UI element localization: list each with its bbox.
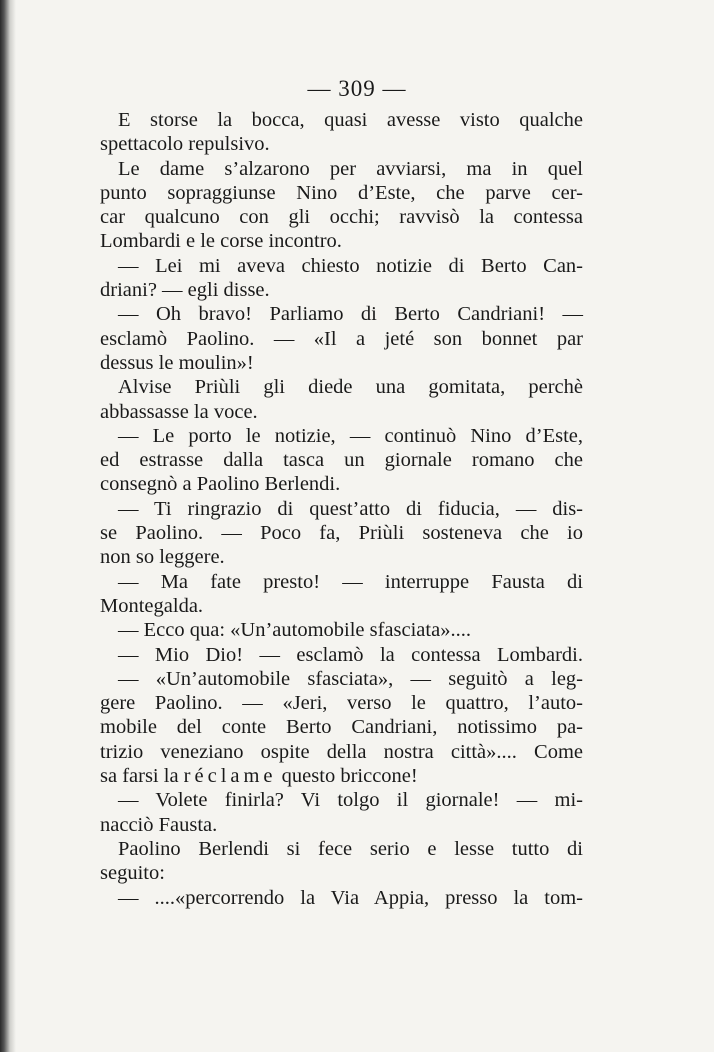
text-line: dessus le moulin»! — [100, 351, 254, 374]
text-line: Montegalda. — [100, 594, 204, 617]
text-line: — Ma fate presto! — interruppe Fausta di — [118, 570, 583, 593]
text-line: se Paolino. — Poco fa, Priùli sosteneva che io — [100, 522, 583, 545]
text-line: — ....«percorrendo la Via Appia, presso la tom- — [118, 886, 583, 909]
text-line: — Oh bravo! Parliamo di Berto Candriani! — — [118, 303, 583, 326]
text-line: E storse la bocca, quasi avesse visto qualche — [118, 109, 583, 131]
text-line: — Ti ringrazio di quest’atto di fiducia, — dis- — [118, 497, 583, 520]
text-line: esclamò Paolino. — «Il a jeté son bonnet par — [100, 327, 583, 350]
text-line: Lombardi e le corse incontro. — [100, 230, 342, 253]
text-line: mobile del conte Berto Candriani, notissimo pa- — [100, 716, 583, 739]
text-line: spettacolo repulsivo. — [100, 133, 270, 156]
text-line: punto sopraggiunse Nino d’Este, che parve cer- — [100, 181, 583, 204]
text-line: seguito: — [100, 862, 165, 885]
text-line: non so leggere. — [100, 546, 225, 569]
text-line: gere Paolino. — «Jeri, verso le quattro, l’auto- — [100, 692, 583, 715]
page-body-text — [100, 108, 583, 910]
text-line: car qualcuno con gli occhi; ravvisò la contessa — [100, 206, 583, 229]
text-line: consegnò a Paolino Berlendi. — [100, 473, 341, 496]
text-line: Paolino Berlendi si fece serio e lesse tutto di — [118, 837, 583, 860]
text-line: — Mio Dio! — esclamò la contessa Lombardi. — [118, 643, 583, 666]
text-line: abbassasse la voce. — [100, 400, 258, 423]
text-line: nacciò Fausta. — [100, 813, 218, 836]
text-line: — Lei mi aveva chiesto notizie di Berto Can- — [118, 254, 583, 277]
page-number: — 309 — — [307, 76, 407, 101]
text-line: Le dame s’alzarono per avviarsi, ma in quel — [118, 157, 583, 180]
text-line: — Ecco qua: «Un’automobile sfasciata».... — [118, 619, 471, 642]
text-line: — «Un’automobile sfasciata», — seguitò a leg- — [118, 667, 583, 690]
text-line: Alvise Priùli gli diede una gomitata, perchè — [118, 376, 583, 399]
spaced-emphasis: réclame — [183, 765, 277, 788]
text-line: — Le porto le notizie, — continuò Nino d’Este, — [118, 424, 583, 447]
text-line: ed estrasse dalla tasca un giornale romano che — [100, 449, 583, 472]
text-line: trizio veneziano ospite della nostra città».... Come — [100, 740, 583, 763]
text-line: — Volete finirla? Vi tolgo il giornale! — mi- — [118, 789, 583, 812]
text-line: driani? — egli disse. — [100, 279, 270, 302]
page-spine-shadow — [0, 0, 16, 1052]
text-line: sa farsi la réclame questo briccone! — [100, 765, 418, 788]
